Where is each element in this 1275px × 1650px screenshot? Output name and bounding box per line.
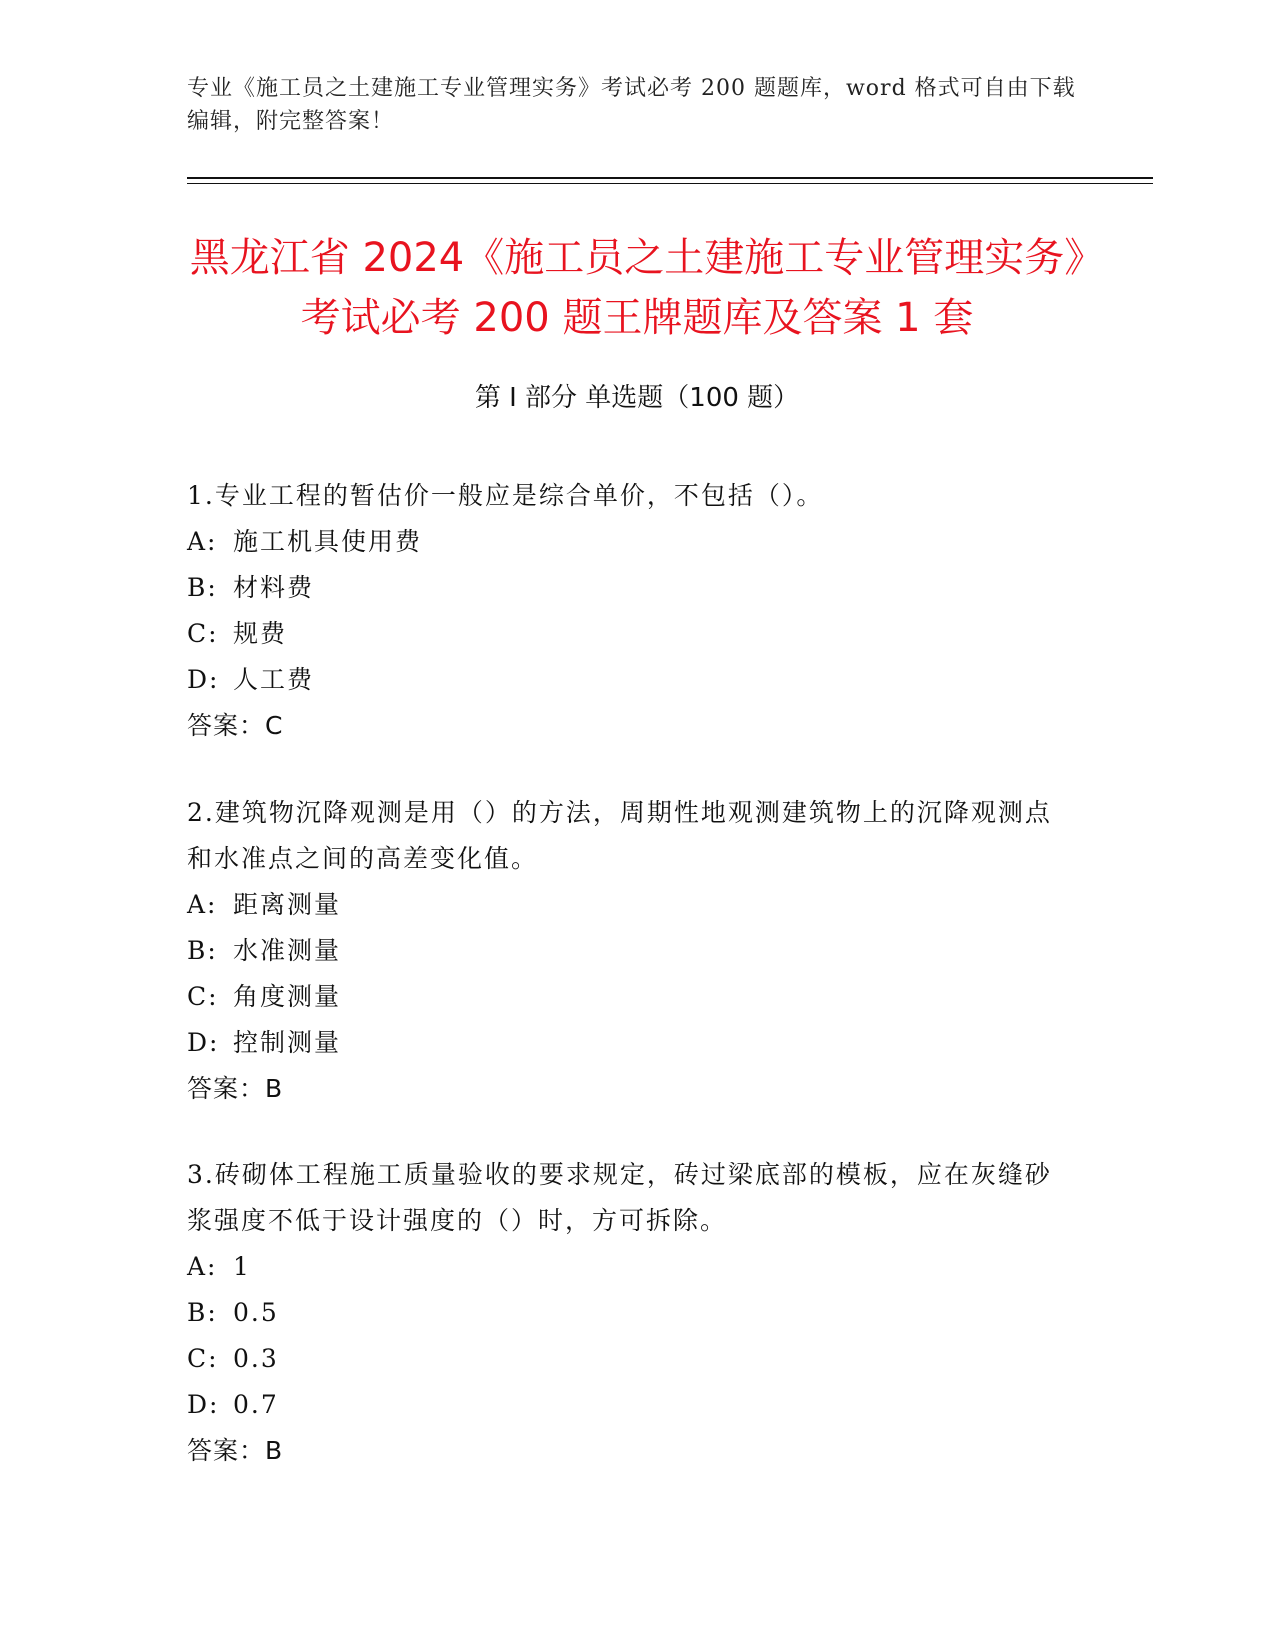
option-c [187,611,1067,657]
option-a [187,882,1067,928]
option-text: 0.3 [233,1344,279,1373]
question-1 [187,473,1067,749]
option-letter: A: [187,527,218,556]
question-3 [187,1152,1067,1474]
option-letter: D: [187,665,220,694]
option-c [187,974,1067,1020]
option-letter: B: [187,573,218,602]
option-d [187,1382,1067,1428]
answer-line: 答案：C [187,711,284,740]
question-stem: 2.建筑物沉降观测是用（）的方法，周期性地观测建筑物上的沉降观测点和水准点之间的高差变化值。 [187,798,1052,873]
question-stem: 3.砖砌体工程施工质量验收的要求规定，砖过梁底部的模板，应在灰缝砂浆强度不低于设计强度的（）时，方可拆除。 [187,1160,1052,1235]
option-b [187,928,1067,974]
header-divider-thin [187,183,1153,184]
option-text: 人工费 [233,665,315,694]
option-text: 0.7 [233,1390,279,1419]
option-text: 材料费 [233,573,315,602]
option-c [187,1336,1067,1382]
option-text: 1 [233,1252,251,1281]
section-title: 第 I 部分 单选题（100 题） [474,383,800,413]
option-text: 施工机具使用费 [233,527,423,556]
option-a [187,1244,1067,1290]
option-letter: B: [187,1298,218,1327]
option-b [187,565,1067,611]
option-a [187,519,1067,565]
option-letter: D: [187,1028,220,1057]
option-letter: C: [187,619,219,648]
option-text: 控制测量 [233,1028,342,1057]
option-text: 0.5 [233,1298,279,1327]
option-d [187,657,1067,703]
answer-line: 答案：B [187,1436,284,1465]
header-note: 专业《施工员之土建施工专业管理实务》考试必考 200 题题库，word 格式可自由下载编辑，附完整答案！ [187,76,1076,134]
option-letter: B: [187,936,218,965]
answer-line: 答案：B [187,1074,284,1103]
option-letter: A: [187,890,218,919]
option-letter: D: [187,1390,220,1419]
option-text: 角度测量 [233,982,342,1011]
option-text: 距离测量 [233,890,342,919]
option-letter: A: [187,1252,218,1281]
question-2 [187,790,1067,1112]
option-letter: C: [187,1344,219,1373]
option-d [187,1020,1067,1066]
option-b [187,1290,1067,1336]
question-stem: 1.专业工程的暂估价一般应是综合单价，不包括（）。 [187,481,824,510]
option-text: 水准测量 [233,936,342,965]
header-divider-thick [187,177,1153,179]
document-title: 黑龙江省 2024《施工员之土建施工专业管理实务》考试必考 200 题王牌题库及答案 1 套 [189,235,1085,341]
option-letter: C: [187,982,219,1011]
option-text: 规费 [233,619,288,648]
